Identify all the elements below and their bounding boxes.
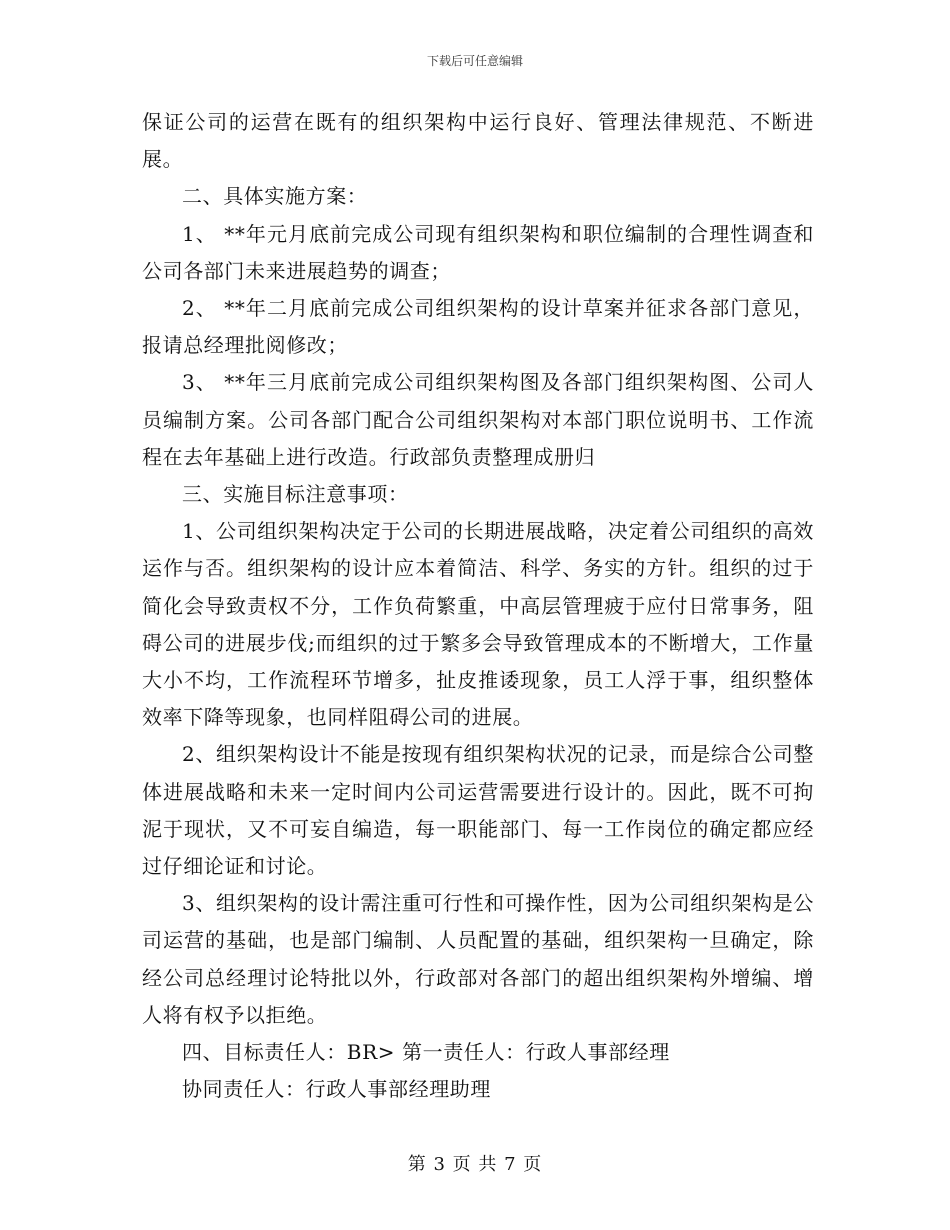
note-item-2: 2、组织架构设计不能是按现有组织架构状况的记录，而是综合公司整体进展战略和未来一定时间内公司运营需要进行设计的。因此，既不可拘泥于现状，又不可妄自编造，每一职能部门、每一工作岗位的确定都应经过仔细论证和讨论。 xyxy=(142,742,814,879)
note-item-3: 3、组织架构的设计需注重可行性和可操作性，因为公司组织架构是公司运营的基础，也是部门编制、人员配置的基础，组织架构一旦确定，除经公司总经理讨论特批以外，行政部对各部门的超出组织架构外增编、增人将有权予以拒绝。 xyxy=(142,891,814,1027)
note-item-1: 1、公司组织架构决定于公司的长期进展战略，决定着公司组织的高效运作与否。组织架构的设计应本着简洁、科学、务实的方针。组织的过于简化会导致责权不分，工作负荷繁重，中高层管理疲于应付日常事务，阻碍公司的进展步伐;而组织的过于繁多会导致管理成本的不断增大，工作量大小不均，工作流程环节增多，扯皮推诿现象，员工人浮于事，组织整体效率下降等现象，也同样阻碍公司的进展。 xyxy=(142,519,814,730)
section-heading-implementation-plan: 二、具体实施方案： xyxy=(182,184,368,209)
document-body xyxy=(142,104,814,1108)
page-header: 下载后可任意编辑 xyxy=(426,54,523,68)
plan-item-1: 1、 **年元月底前完成公司现有组织架构和职位编制的合理性调查和公司各部门未来进展趋势的调查； xyxy=(142,221,814,283)
plan-item-3: 3、 **年三月底前完成公司组织架构图及各部门组织架构图、公司人员编制方案。公司各部门配合公司组织架构对本部门职位说明书、工作流程在去年基础上进行改造。行政部负责整理成册归 xyxy=(142,370,814,469)
section-heading-responsible-person: 四、目标责任人：BR> 第一责任人：行政人事部经理 xyxy=(182,1040,670,1065)
plan-item-2: 2、 **年二月底前完成公司组织架构的设计草案并征求各部门意见，报请总经理批阅修改； xyxy=(142,296,814,358)
co-responsible-person: 协同责任人：行政人事部经理助理 xyxy=(182,1077,491,1102)
page-number-footer: 第 3 页 共 7 页 xyxy=(407,1154,543,1175)
paragraph-intro-continuation: 保证公司的运营在既有的组织架构中运行良好、管理法律规范、不断进展。 xyxy=(142,110,814,172)
section-heading-notes: 三、实施目标注意事项： xyxy=(182,482,409,507)
